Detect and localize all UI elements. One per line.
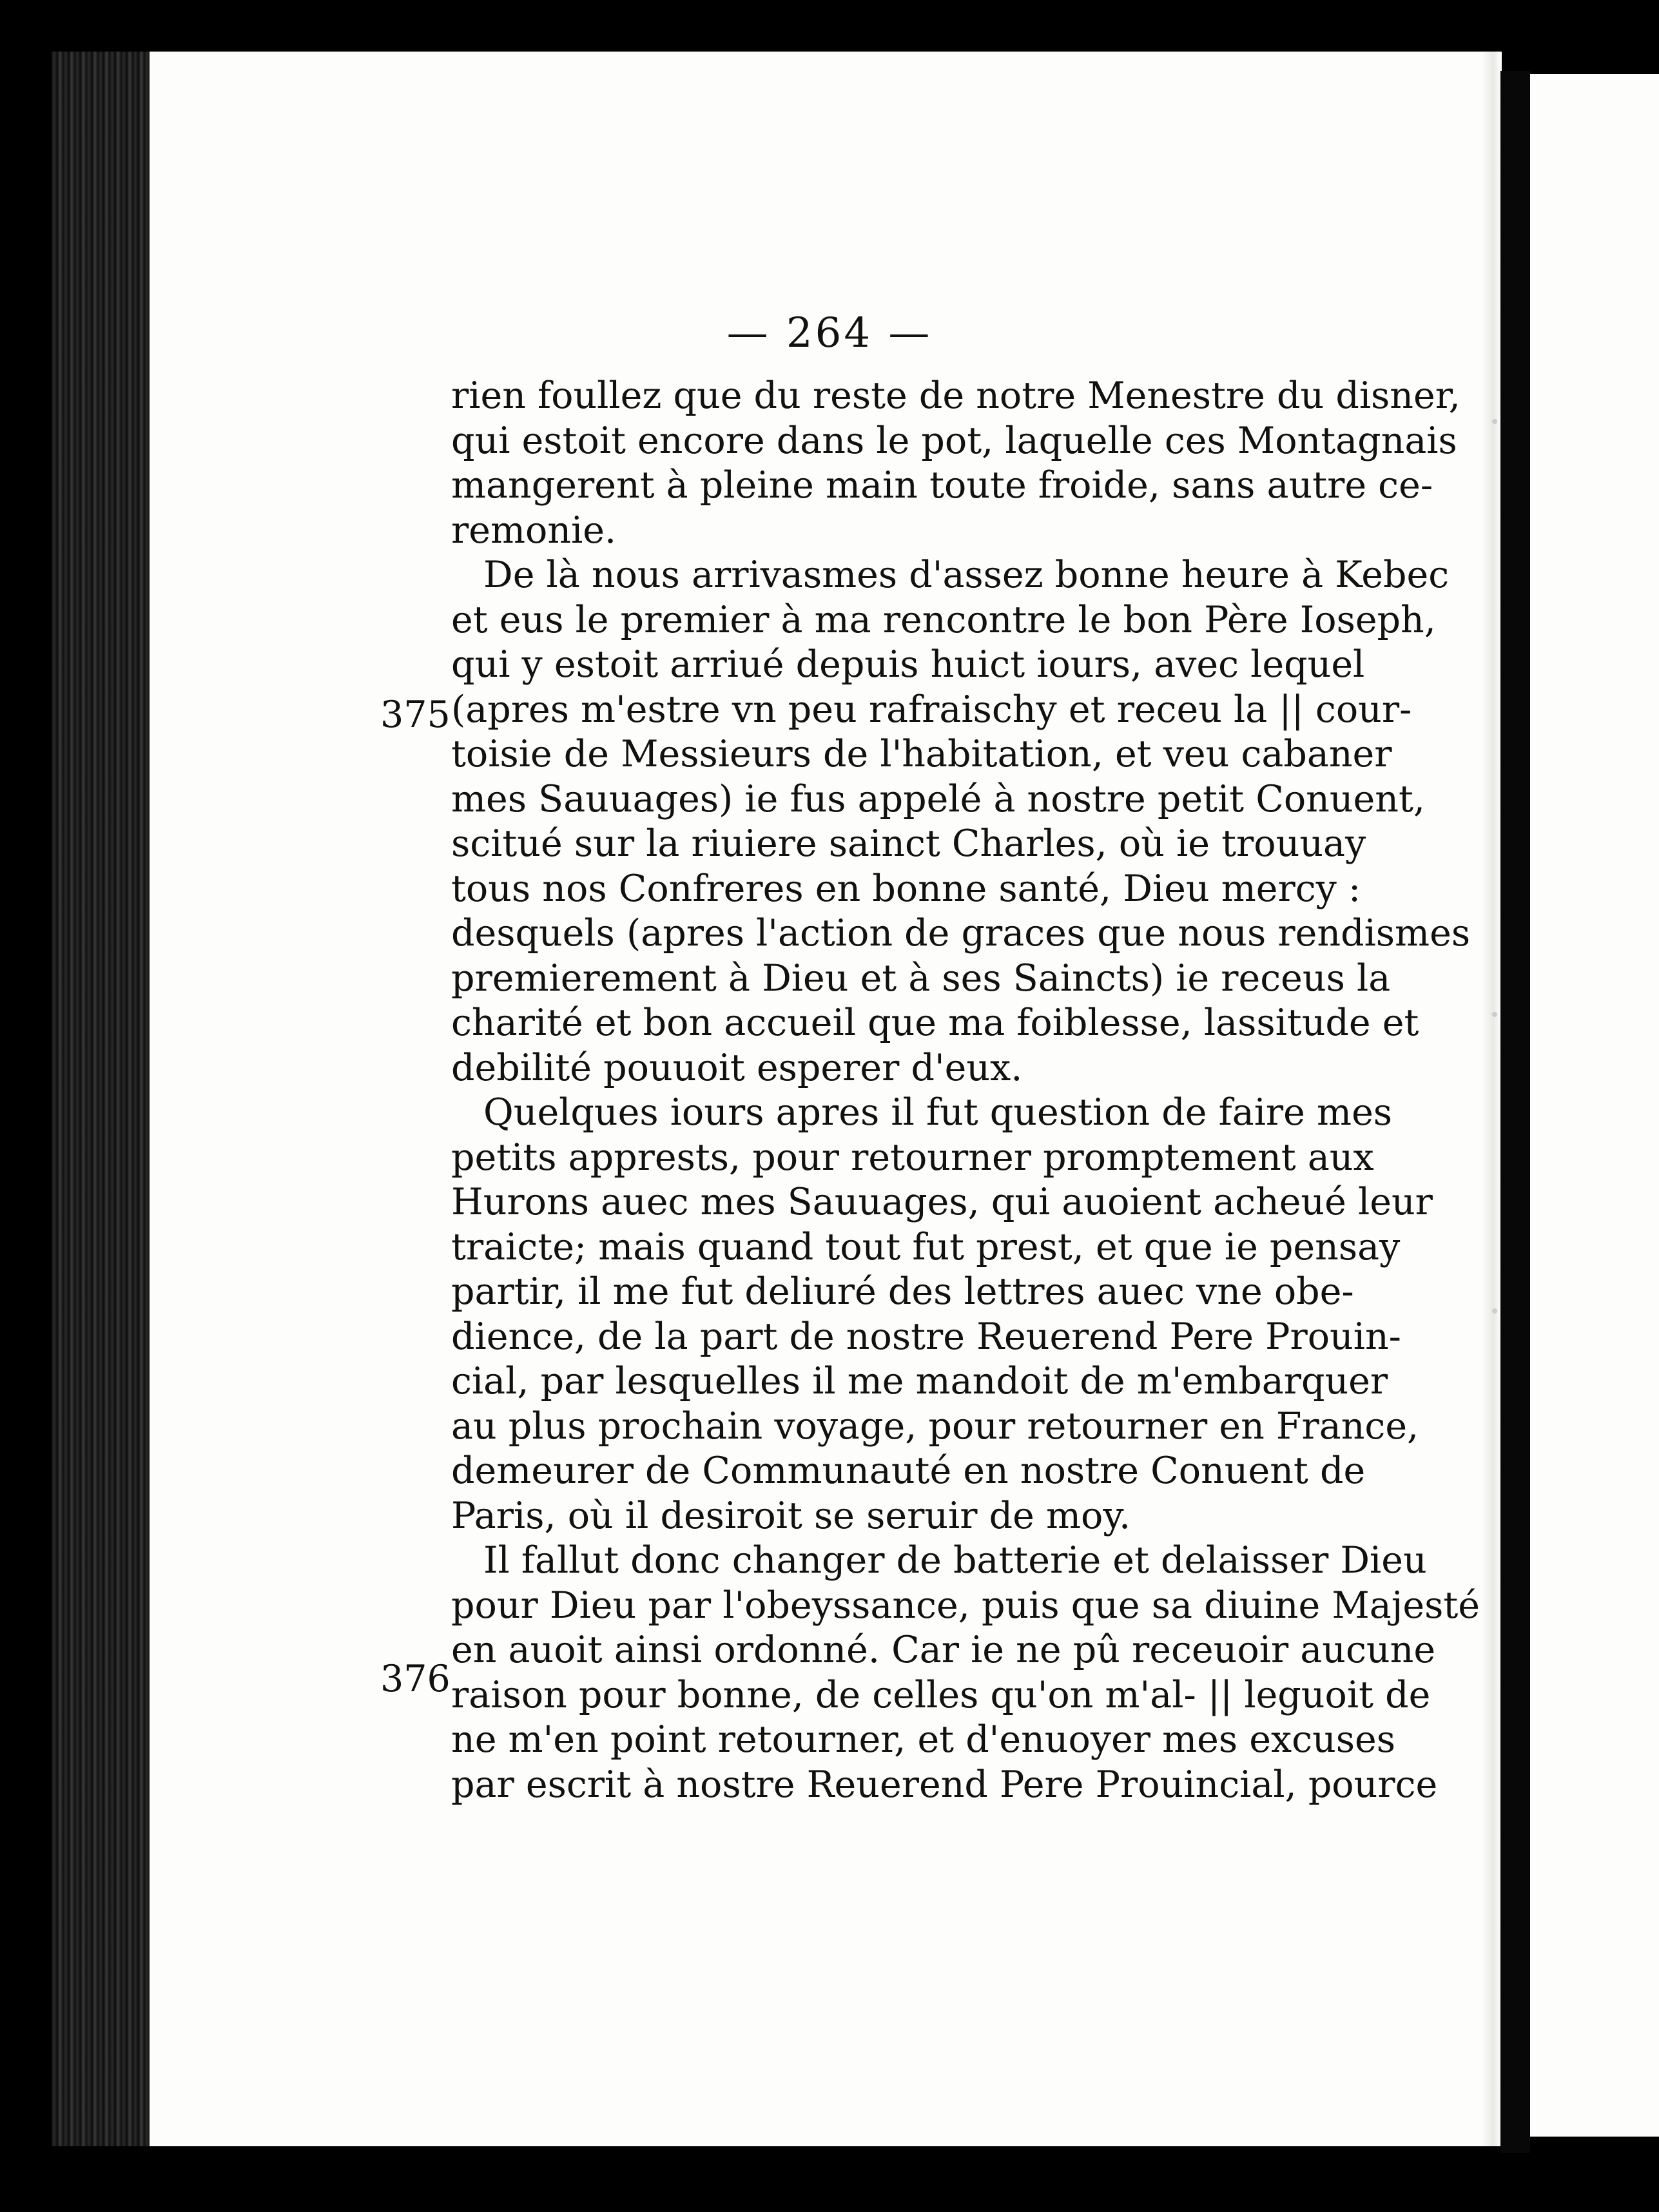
- text-line: pour Dieu par l'obeyssance, puis que sa diuine Majesté: [451, 1584, 1480, 1627]
- text-line: par escrit à nostre Reuerend Pere Prouincial, pource: [451, 1763, 1438, 1806]
- text-line: ne m'en point retourner, et d'enuoyer mes excuses: [451, 1718, 1396, 1761]
- text-line: raison pour bonne, de celles qu'on m'al- || leguoit de: [451, 1673, 1431, 1716]
- text-line: (apres m'estre vn peu rafraischy et receu la || cour-: [451, 688, 1412, 731]
- text-line: cial, par lesquelles il me mandoit de m'embarquer: [451, 1360, 1388, 1402]
- speck: [1492, 419, 1497, 424]
- text-line: petits apprests, pour retourner promptement aux: [451, 1136, 1374, 1179]
- text-line: au plus prochain voyage, pour retourner en France,: [451, 1404, 1419, 1448]
- text-line: mes Sauuages) ie fus appelé à nostre petit Conuent,: [451, 777, 1426, 820]
- text-line: charité et bon accueil que ma foiblesse, lassitude et: [451, 1002, 1419, 1044]
- text-line: qui y estoit arriué depuis huict iours, avec lequel: [451, 643, 1365, 686]
- text-line: toisie de Messieurs de l'habitation, et veu cabaner: [451, 733, 1392, 775]
- text-line: desquels (apres l'action de graces que nous rendismes: [451, 912, 1471, 955]
- book-page-edges: [52, 52, 161, 2146]
- text-line: scitué sur la riuiere sainct Charles, où ie trouuay: [451, 822, 1366, 865]
- text-line: tous nos Confreres en bonne santé, Dieu mercy :: [451, 867, 1361, 910]
- text-line: Hurons auec mes Sauuages, qui auoient acheué leur: [451, 1181, 1433, 1223]
- text-line: rien foullez que du reste de notre Menestre du disner,: [451, 374, 1460, 417]
- margin-line-ref: 376: [380, 1658, 451, 1700]
- text-line: premierement à Dieu et à ses Saincts) ie receus la: [451, 956, 1391, 1000]
- text-line: remonie.: [451, 509, 617, 552]
- text-line: demeurer de Communauté en nostre Conuent de: [451, 1450, 1366, 1492]
- paragraph-start-line: Il fallut donc changer de batterie et delaisser Dieu: [483, 1539, 1427, 1582]
- text-line: traicte; mais quand tout fut prest, et que ie pensay: [451, 1225, 1401, 1268]
- speck: [1492, 1308, 1497, 1314]
- text-line: Paris, où il desiroit se seruir de moy.: [451, 1494, 1131, 1537]
- paragraph-start-line: De là nous arrivasmes d'assez bonne heure à Kebec: [483, 554, 1450, 596]
- speck: [1492, 1012, 1497, 1017]
- text-line: en auoit ainsi ordonné. Car ie ne pû receuoir aucune: [451, 1629, 1436, 1671]
- page-curl: [1482, 52, 1500, 2146]
- text-line: partir, il me fut deliuré des lettres auec vne obe-: [451, 1270, 1354, 1313]
- book-spine-shadow: [1500, 71, 1530, 2153]
- text-line: qui estoit encore dans le pot, laquelle ces Montagnais: [451, 419, 1457, 462]
- text-line: mangerent à pleine main toute froide, sans autre ce-: [451, 464, 1433, 507]
- text-line: dience, de la part de nostre Reuerend Pere Prouin-: [451, 1315, 1401, 1358]
- body-text: [451, 374, 1480, 1807]
- text-line: et eus le premier à ma rencontre le bon Père Ioseph,: [451, 598, 1436, 641]
- page-number: — 264 —: [726, 309, 933, 357]
- facing-page-edge: [1530, 74, 1659, 2137]
- paragraph-start-line: Quelques iours apres il fut question de faire mes: [483, 1091, 1393, 1134]
- text-line: debilité pouuoit esperer d'eux.: [451, 1046, 1023, 1089]
- margin-line-ref: 375: [380, 694, 451, 736]
